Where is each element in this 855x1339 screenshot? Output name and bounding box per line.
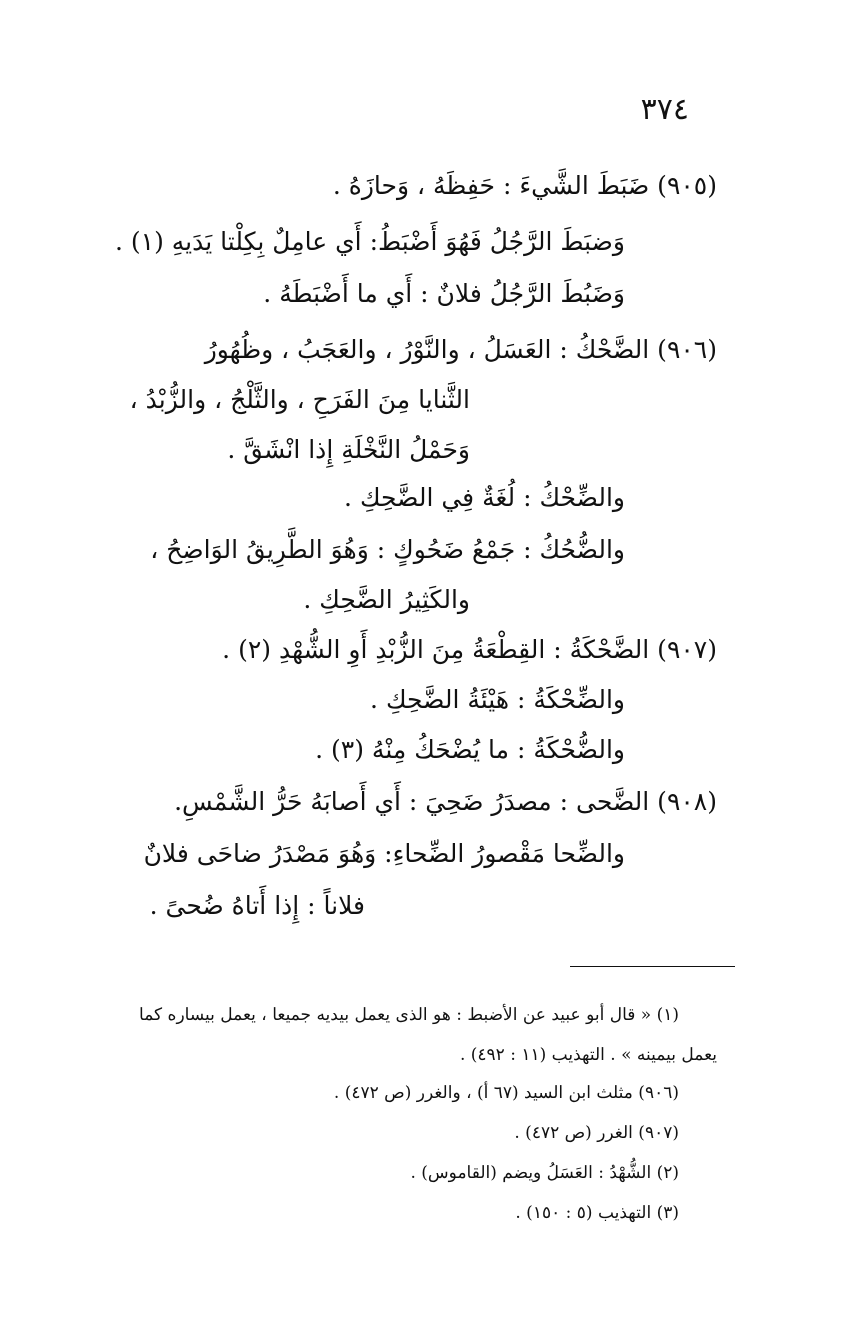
entry-907-subline-1: والضِّحْكَةُ : هَيْئَةُ الضَّحِكِ .: [370, 685, 625, 714]
footnote-2: (٢) الشُّهْدُ : العَسَلُ ويضم (القاموس) .: [410, 1163, 679, 1183]
entry-908-subline-1: والضِّحا مَقْصورُ الضِّحاءِ: وَهُوَ مَصْدَرُ ضاحَى فلانٌ: [143, 839, 625, 868]
entry-908-line: (٩٠٨) الضَّحى : مصدَرُ ضَحِيَ : أَي أَصابَهُ حَرُّ الشَّمْسِ.: [174, 787, 717, 816]
entry-906-line: (٩٠٦) الضَّحْكُ : العَسَلُ ، والنَّوْرُ ، والعَجَبُ ، وظُهُورُ: [204, 335, 717, 364]
footnote-separator: [570, 966, 735, 967]
footnote-907: (٩٠٧) الغرر (ص ٤٧٢) .: [514, 1123, 679, 1143]
entry-906-subline-2: والضُّحُكُ : جَمْعُ ضَحُوكٍ : وَهُوَ الطَّرِيقُ الوَاضِحُ ،: [150, 535, 625, 564]
entry-907-subline-2: والضُّحْكَةُ : ما يُضْحَكُ مِنْهُ (٣) .: [315, 735, 625, 764]
page-number: ٣٧٤: [640, 92, 689, 127]
entry-905-line: (٩٠٥) ضَبَطَ الشَّيءَ : حَفِظَهُ ، وَحازَهُ .: [332, 171, 717, 200]
entry-908-cont-1: فلاناً : إِذا أَتاهُ ضُحىً .: [149, 891, 365, 920]
entry-906-subline-1: والضِّحْكُ : لُغَةٌ فِي الضَّحِكِ .: [344, 483, 625, 512]
entry-907-line: (٩٠٧) الضَّحْكَةُ : القِطْعَةُ مِنَ الزُّبْدِ أَوِ الشُّهْدِ (٢) .: [222, 635, 717, 664]
entry-906-cont-2: وَحَمْلُ النَّخْلَةِ إِذا انْشَقَّ .: [227, 435, 470, 464]
footnote-906: (٩٠٦) مثلث ابن السيد (٦٧ أ) ، والغرر (ص ٤٧٢) .: [333, 1083, 679, 1103]
entry-906-cont-1: الثَّنايا مِنَ الفَرَحِ ، والثَّلْجُ ، والزُّبْدُ ،: [129, 385, 470, 414]
footnote-1: (١) « قال أبو عبيد عن الأضبط : هو الذى يعمل بيديه جميعا ، يعمل بيساره كما: [139, 1005, 679, 1025]
footnote-3: (٣) التهذيب (٥ : ١٥٠) .: [515, 1203, 679, 1223]
entry-905-subline-2: وَضَبُطَ الرَّجُلُ فلانٌ : أَي ما أَضْبَطَهُ .: [263, 279, 625, 308]
entry-905-subline-1: وَضبَطَ الرَّجُلُ فَهُوَ أَضْبَطُ: أَي عامِلٌ بِكِلْتا يَدَيهِ (١) .: [114, 227, 625, 256]
entry-906-cont-3: والكَثِيرُ الضَّحِكِ .: [303, 585, 470, 614]
footnote-1-cont: يعمل بيمينه » . التهذيب (١١ : ٤٩٢) .: [459, 1045, 717, 1065]
